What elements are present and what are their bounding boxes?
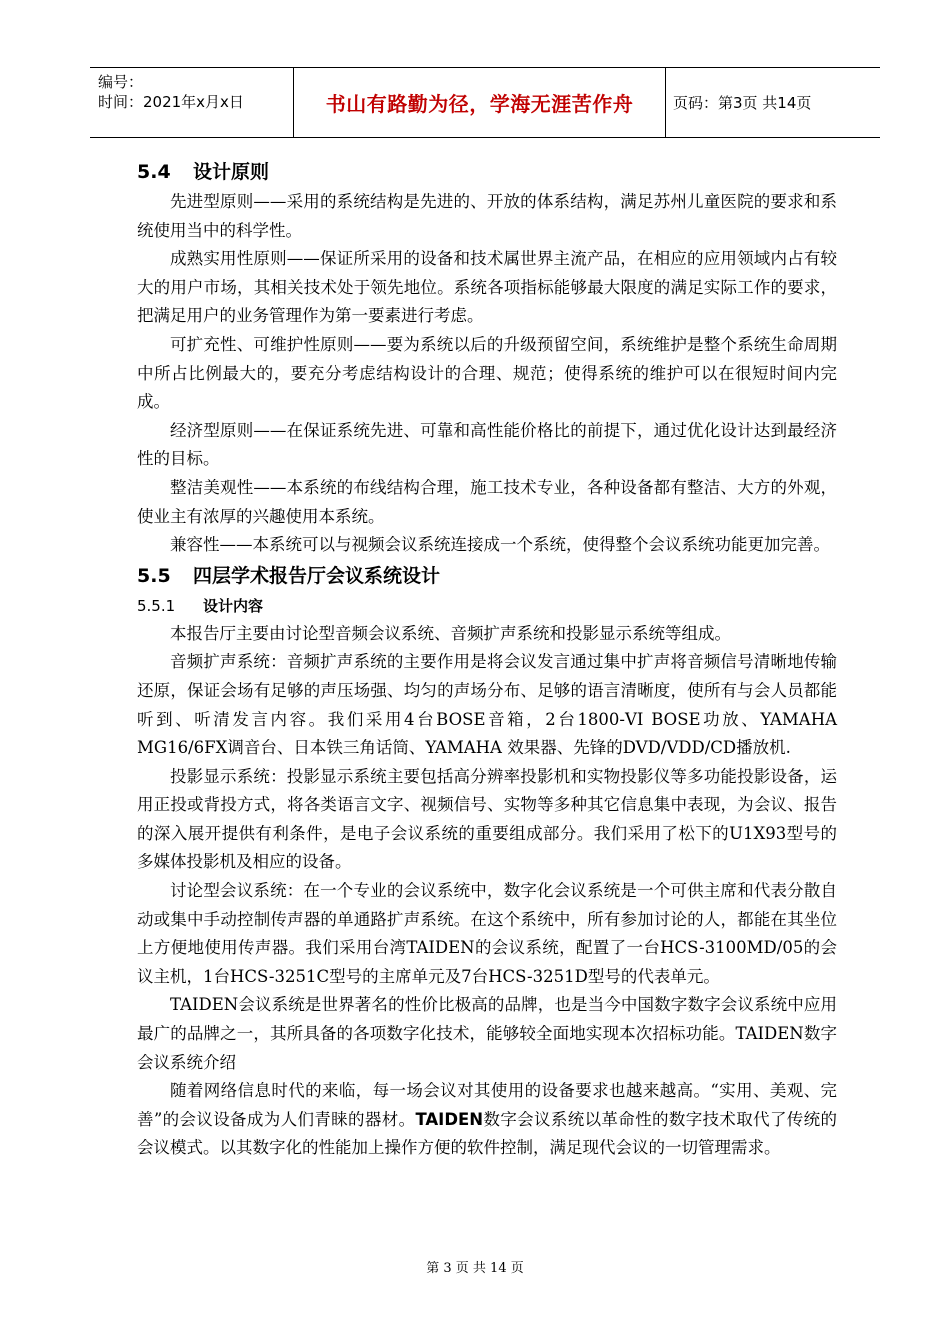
brand-name: TAIDEN [415, 1109, 484, 1129]
subsection-heading [137, 592, 837, 620]
document-number-label: 编号： [98, 73, 144, 91]
paragraph: 投影显示系统：投影显示系统主要包括高分辨率投影机和实物投影仪等多功能投影设备，运用正投或背投方式，将各类语言文字、视频信号、实物等多种其它信息集中表现，为会议、报告的深入展开提供有利条件，是电子会议系统的重要组成部分。我们采用了松下的U1X93型号的多媒体投影机及相应的设备。 [137, 766, 837, 872]
subsection-title: 设计内容 [203, 596, 264, 615]
paragraph: 先进型原则——采用的系统结构是先进的、开放的体系结构，满足苏州儿童医院的要求和系统使用当中的科学性。 [137, 192, 837, 240]
page-footer: 第 3 页 共 14 页 [426, 1261, 524, 1276]
header-divider [665, 68, 666, 137]
section-title: 设计原则 [193, 161, 270, 183]
document-body [137, 156, 837, 1163]
paragraph: 音频扩声系统：音频扩声系统的主要作用是将会议发言通过集中扩声将音频信号清晰地传输还原，保证会场有足够的声压场强、均匀的声场分布、足够的语言清晰度，使所有与会人员都能听到、听清发言内容。我们采用4台BOSE音箱，2台1800-VI BOSE功放、YAMAHA MG16/6FX调音台、日本铁三角话筒、YAMAHA 效果器、先锋的DVD/VDD/CD播放机. [137, 652, 837, 758]
section-heading [137, 560, 837, 592]
subsection-number: 5.5.1 [137, 596, 176, 615]
paragraph-text: 随着网络信息时代的来临，每一场会议对其使用的设备要求也越来越高。“实用、美观、完善”的会议设备成为人们青睐的器材。 [137, 1081, 837, 1129]
section-number: 5.5 [137, 564, 171, 587]
paragraph: TAIDEN会议系统是世界著名的性价比极高的品牌，也是当今中国数字数字会议系统中应用最广的品牌之一，其所具备的各项数字化技术，能够较全面地实现本次招标功能。TAIDEN数字会议系统介绍 [137, 995, 837, 1072]
paragraph-text: 数字会议系统以革命性的数字技术取代了传统的会议模式。以其数字化的性能加上操作方便的软件控制，满足现代会议的一切管理需求。 [137, 1109, 838, 1158]
document-time-label: 时间：2021年x月x日 [98, 93, 244, 111]
header-motto: 书山有路勤为径，学海无涯苦作舟 [325, 92, 634, 116]
paragraph: 经济型原则——在保证系统先进、可靠和高性能价格比的前提下，通过优化设计达到最经济性的目标。 [137, 420, 837, 469]
page-header [90, 67, 880, 138]
header-page-info: 页码：第3页 共14页 [673, 94, 812, 112]
section-heading [137, 156, 837, 188]
paragraph: 成熟实用性原则——保证所采用的设备和技术属世界主流产品，在相应的应用领域内占有较大的用户市场，其相关技术处于领先地位。系统各项指标能够最大限度的满足实际工作的要求，把满足用户的业务管理作为第一要素进行考虑。 [137, 249, 837, 326]
section-title: 四层学术报告厅会议系统设计 [193, 564, 441, 587]
paragraph: 本报告厅主要由讨论型音频会议系统、音频扩声系统和投影显示系统等组成。 [170, 623, 731, 643]
header-meta [98, 72, 293, 112]
paragraph: 整洁美观性——本系统的布线结构合理，施工技术专业，各种设备都有整洁、大方的外观，使业主有浓厚的兴趣使用本系统。 [137, 477, 837, 526]
section-number: 5.4 [137, 161, 171, 183]
paragraph: 讨论型会议系统：在一个专业的会议系统中，数字化会议系统是一个可供主席和代表分散自动或集中手动控制传声器的单通路扩声系统。在这个系统中，所有参加讨论的人，都能在其坐位上方便地使用传声器。我们采用台湾TAIDEN的会议系统，配置了一台HCS-3100MD/05的会议主机，1台HCS-3251C型号的主席单元及7台HCS-3251D型号的代表单元。 [137, 881, 837, 986]
paragraph: 兼容性——本系统可以与视频会议系统连接成一个系统，使得整个会议系统功能更加完善。 [170, 535, 830, 555]
paragraph: 可扩充性、可维护性原则——要为系统以后的升级预留空间，系统维护是整个系统生命周期中所占比例最大的，要充分考虑结构设计的合理、规范；使得系统的维护可以在很短时间内完成。 [137, 334, 837, 412]
paragraph [137, 1077, 837, 1163]
